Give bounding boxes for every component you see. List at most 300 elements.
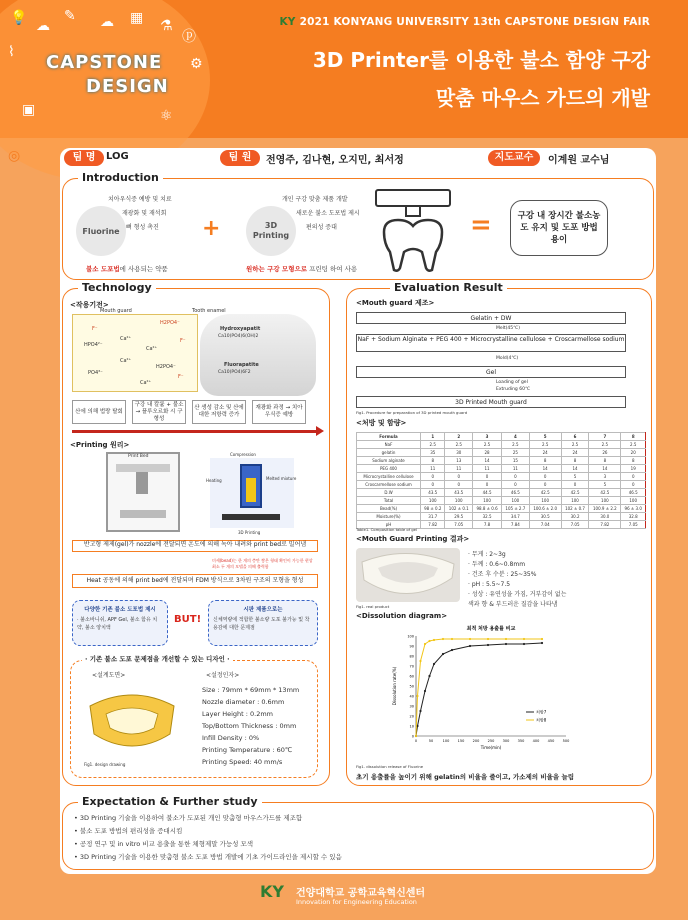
plus-sign: + [202, 216, 221, 241]
heating-label: Heating [206, 478, 222, 483]
formula-cell: 2.5 [502, 441, 530, 449]
formula-cell: 29.5 [445, 513, 473, 521]
formula-cell: 42.5 [561, 489, 589, 497]
formula-cell: 3 [473, 433, 502, 441]
formula-table-row [357, 465, 646, 473]
formula-cell: Croscarmellose sodium [357, 481, 421, 489]
fluorine-note-2: 재광화 및 재석회 [122, 210, 167, 217]
formula-table-row [357, 489, 646, 497]
formula-cell: 7.82 [421, 521, 445, 529]
intro-heading: Introduction [78, 171, 163, 184]
formula-cell: 2.5 [589, 441, 621, 449]
formula-cell: 11 [421, 465, 445, 473]
team-row [60, 148, 656, 168]
formula-cell: 0 [445, 473, 473, 481]
fair-logo: KY [279, 16, 296, 28]
formula-cell: pH [357, 521, 421, 529]
mouth-guard-label: Mouth guard [100, 308, 132, 314]
formula-cell: 7 [589, 433, 621, 441]
formula-cell: 8 [621, 433, 646, 441]
flow-step-1: Gelatin + DW [356, 312, 626, 324]
formula-cell: 14 [473, 457, 502, 465]
fluorine-circle: Fluorine [76, 206, 126, 256]
formula-cell: 5 [529, 433, 561, 441]
formula-cell: 100 [421, 497, 445, 505]
formula-cell: 14 [589, 465, 621, 473]
printing-note-red-2: 최소 두 개의 모델을 의해 출력함 [212, 564, 269, 569]
printing-note-red-1: 미세(bead)는 한 개의 층만 쌓은 형태 확인이 가능한 현상 [212, 558, 313, 563]
formula-cell: 4 [502, 433, 530, 441]
syringe-gel [246, 478, 256, 502]
formula-cell: 44.5 [473, 489, 502, 497]
formula-cell: 7.84 [502, 521, 530, 529]
formula-table-row [357, 457, 646, 465]
formula-cell: 8 [561, 457, 589, 465]
formula-cell: 30.5 [529, 513, 561, 521]
table-caption: Table1. Composition table of gel [356, 527, 418, 532]
series-point [419, 660, 421, 662]
formula-cell: 7.05 [445, 521, 473, 529]
fluorine-note-1: 치아우식증 예방 및 치료 [108, 196, 172, 203]
technology-heading: Technology [78, 281, 156, 294]
formula-table-row [357, 473, 646, 481]
printing-line1: 3D [264, 221, 278, 230]
x-tick-label: 100 [442, 739, 450, 743]
formula-cell: 42.5 [529, 489, 561, 497]
series-point [487, 638, 489, 640]
formula-cell: 102 ± 0.7 [561, 505, 589, 513]
series-point [469, 638, 471, 640]
y-tick-label: 60 [409, 674, 414, 679]
expectation-item-1: • 3D Printing 기술을 이용하여 불소가 도포된 개인 맞춤형 마우스가드를 제조함 [74, 814, 303, 822]
formula-cell: 14 [561, 465, 589, 473]
result-property-1: · 성상 : 유연성을 가짐, 거부감이 없는 [468, 591, 567, 598]
ion-10: F⁻ [178, 374, 184, 380]
formula-cell: 5 [589, 481, 621, 489]
y-tick-label: 10 [409, 724, 414, 729]
formula-table-row [357, 441, 646, 449]
ion-3: HPO4²⁻ [84, 342, 103, 348]
formula-cell: 24 [561, 449, 589, 457]
series-point [451, 638, 453, 640]
flow-step-2: NaF + Sodium Alginate + PEG 400 + Microcrystalline cellulose + Croscarmellose sodium [356, 334, 626, 352]
ion-2: H2PO4⁻ [160, 320, 180, 326]
formula-cell: 0 [561, 481, 589, 489]
printer-rail [116, 464, 170, 472]
footer-center-name: 건양대학교 공학교육혁신센터 [296, 888, 426, 899]
prep-title: <Mouth guard 제조> [356, 299, 435, 307]
coin-icon: ⓟ [182, 29, 196, 45]
tech-step-4: 재광화 과정 → 치아우식증 예방 [252, 400, 306, 424]
formula-title: <처방 및 함량> [356, 419, 407, 427]
ion-5: F⁻ [180, 338, 186, 344]
formula-cell: 0 [621, 473, 646, 481]
result-moisture: · 건조 후 수분 : 25~35% [468, 571, 537, 578]
formula-cell: 6 [561, 433, 589, 441]
formula-cell: PEG 400 [357, 465, 421, 473]
formula-cell: 24 [529, 449, 561, 457]
result-ph: · pH : 5.5~7.5 [468, 581, 511, 588]
printing-caption [246, 264, 357, 273]
formula-cell: 43.5 [445, 489, 473, 497]
formula-table [356, 432, 646, 529]
printing-circle [246, 206, 296, 256]
formula-cell: Moisture(%) [357, 513, 421, 521]
flow-mold: Mold(4℃) [496, 356, 519, 361]
intro-result-box: 구강 내 장시간 불소농도 유지 및 도포 방법 용이 [510, 200, 608, 256]
result-list [468, 550, 566, 610]
expectation-item-3-text: 공정 연구 및 in vitro 비교 용출을 통한 체형제말 가능성 모색 [79, 840, 254, 848]
formula-cell: 20 [621, 449, 646, 457]
series-point [415, 735, 417, 737]
formula-cell: 11 [473, 465, 502, 473]
formula-cell: 102 ± 0.1 [445, 505, 473, 513]
advisor-label: 지도교수 [488, 150, 540, 166]
printing-title: <Printing 원리> [70, 441, 130, 449]
series-point [451, 649, 453, 651]
expectation-item-4-text: 3D Printing 기술을 이용한 맞춤형 불소 도포 방법 개발에 기초 가이드라인을 제시할 수 있음 [79, 853, 342, 861]
expectation-item-3: • 공정 연구 및 in vitro 비교 용출을 통한 체형제말 가능성 모색 [74, 840, 254, 848]
wifi-icon: ⌇ [8, 44, 15, 60]
formula-cell: 100 [502, 497, 530, 505]
result-thickness: · 두께 : 0.6~0.8mm [468, 561, 526, 568]
footer-subtitle: Innovation for Engineering Education [296, 898, 417, 906]
series-point [424, 690, 426, 692]
flow-loading: Loading of gel [496, 380, 528, 385]
formula-table-row [357, 513, 646, 521]
pen-icon: ✎ [64, 8, 76, 24]
flow-melt: Melt(45℃) [496, 326, 520, 331]
formula-cell: Microcrystalline cellulose [357, 473, 421, 481]
fluoro-label: Fluorapatite [224, 362, 259, 368]
series-point [541, 638, 543, 640]
formula-cell: 8 [589, 457, 621, 465]
ion-6: Ca²⁺ [146, 346, 158, 352]
formula-cell: 0 [421, 473, 445, 481]
legend-label: 처방7 [536, 709, 547, 715]
formula-cell: 0 [621, 481, 646, 489]
gear-icon: ⚙ [190, 56, 203, 72]
y-tick-label: 0 [411, 734, 414, 739]
action-title: <작용기전> [70, 301, 109, 309]
series-line-2 [416, 639, 542, 736]
printer-bed [120, 510, 166, 518]
tech-step-2: 구강 내 칼륨 + 불소 → 플루오르화 시 구 형성 [132, 400, 186, 424]
formula-table-row [357, 505, 646, 513]
atom-icon: ⚛ [160, 108, 173, 124]
ion-1: F⁻ [92, 326, 98, 332]
formula-cell: 35 [421, 449, 445, 457]
title-line1: 3D Printer를 이용한 불소 함양 구강 [312, 48, 650, 72]
equals-sign: = [470, 210, 492, 240]
expectation-heading: Expectation & Further study [78, 795, 262, 808]
formula-cell: 11 [445, 465, 473, 473]
cloud-icon: ☁ [36, 18, 50, 34]
series-point [442, 638, 444, 640]
tech-step-3: 산 생성 감소 및 산에 대한 저항력 증가 [192, 400, 246, 424]
series-line-1 [416, 643, 542, 736]
x-tick-label: 0 [414, 739, 418, 743]
compare-left [72, 600, 168, 646]
y-tick-label: 30 [409, 704, 414, 709]
formula-cell: 100 [445, 497, 473, 505]
compare-right [208, 600, 318, 646]
compare-left-body: · 불소바니쉬, APF Gel, 불소 함유 치약, 불소 양치액 [77, 617, 158, 631]
formula-cell: 0 [502, 481, 530, 489]
arrow-head [316, 426, 324, 436]
formula-cell: 98 ± 0.2 [421, 505, 445, 513]
footer-logo: KY [260, 882, 284, 901]
y-tick-label: 100 [407, 634, 414, 639]
fair-title [279, 16, 650, 28]
formula-cell: 31.7 [421, 513, 445, 521]
formula-cell: 2.5 [473, 441, 502, 449]
photo-caption: Fig1. real product [356, 604, 390, 609]
design-right-title: <설정인자> [206, 672, 240, 679]
result-weight: · 무게 : 2~3g [468, 551, 506, 558]
x-tick-label: 150 [457, 739, 465, 743]
expectation-item-1-text: 3D Printing 기술을 이용하여 불소가 도포된 개인 맞춤형 마우스가드를 제조함 [79, 814, 303, 822]
series-point [433, 663, 435, 665]
formula-cell: 100.6 ± 2.0 [529, 505, 561, 513]
formula-cell: 2.5 [621, 441, 646, 449]
formula-cell: 100 [589, 497, 621, 505]
product-photo-shape [356, 548, 460, 602]
formula-cell: 7.82 [589, 521, 621, 529]
formula-cell: Bead(%) [357, 505, 421, 513]
x-axis-label: Time(min) [480, 745, 502, 750]
y-tick-label: 40 [409, 694, 414, 699]
x-tick-label: 50 [428, 739, 434, 743]
formula-cell: 32.5 [473, 513, 502, 521]
series-point [433, 639, 435, 641]
formula-cell: 100 [473, 497, 502, 505]
formula-cell: Formula [357, 433, 421, 441]
ion-4: Ca²⁺ [120, 336, 132, 342]
spec-list [202, 684, 299, 768]
formula-cell: 7.05 [621, 521, 646, 529]
x-tick-label: 300 [502, 739, 510, 743]
formula-cell: 3 [589, 473, 621, 481]
mouthguard-drawing [82, 688, 182, 758]
formula-cell: 2.5 [561, 441, 589, 449]
formula-cell: 26 [589, 449, 621, 457]
fluorine-caption [86, 264, 168, 273]
formula-cell: 42.5 [589, 489, 621, 497]
evaluation-heading: Evaluation Result [390, 281, 507, 294]
melted-label: Melted mixture [266, 476, 297, 481]
formula-cell: 11 [502, 465, 530, 473]
syringe-base [222, 514, 280, 520]
spec-nozzle: Nozzle diameter : 0.6mm [202, 698, 285, 706]
conclusion-text: 초기 용출률을 높이기 위해 gelatin의 비율을 줄이고, 가소제의 비율을 늘림 [356, 773, 575, 781]
hydroxy-formula: Ca10(PO4)6(OH)2 [218, 334, 259, 339]
process-arrow [72, 430, 318, 433]
y-tick-label: 90 [409, 644, 414, 649]
member-label: 팀 원 [220, 150, 260, 166]
fair-text: 2021 KONYANG UNIVERSITY 13th CAPSTONE DESIGN FAIR [299, 16, 650, 28]
logo-line2: DESIGN [86, 76, 169, 97]
x-tick-label: 200 [472, 739, 480, 743]
result-title: <Mouth Guard Printing 결과> [356, 535, 470, 543]
formula-cell: 34.7 [502, 513, 530, 521]
design-title: · 기존 불소 도포 문제점을 개선할 수 있는 디자인 · [82, 654, 233, 663]
spec-size: Size : 79mm * 69mm * 13mm [202, 686, 300, 694]
formula-cell: 2.5 [529, 441, 561, 449]
ion-11: Ca²⁺ [140, 380, 152, 386]
product-photo [356, 548, 460, 602]
fluorine-caption-text: 에 사용되는 약품 [119, 265, 168, 273]
team-members: 전영주, 김나현, 오지민, 최서정 [266, 155, 404, 166]
formula-cell: gelatin [357, 449, 421, 457]
formula-cell: 100 [529, 497, 561, 505]
flow-step-3: Gel [356, 366, 626, 378]
formula-table-header [357, 433, 646, 441]
team-name: LOG [106, 151, 129, 162]
enamel-label: Tooth enamel [192, 308, 226, 314]
formula-cell: Sodium alginate [357, 457, 421, 465]
formula-table-row [357, 481, 646, 489]
formula-cell: 0 [529, 481, 561, 489]
result-property-2: 색과 향 & 부드러운 질감을 나타냄 [468, 601, 558, 608]
dissolution-chart [390, 622, 600, 766]
printing-caption-red: 원하는 구강 모형으로 [246, 265, 308, 273]
film-icon: ▦ [130, 10, 144, 26]
formula-table-row [357, 497, 646, 505]
formula-cell: 0 [502, 473, 530, 481]
formula-cell: 13 [445, 457, 473, 465]
series-point [419, 710, 421, 712]
signal-icon: ◎ [8, 148, 21, 164]
fluoro-formula: Ca10(PO4)6F2 [218, 370, 251, 375]
advisor-name: 이계원 교수님 [548, 155, 610, 166]
hydroxy-label: Hydroxyapatit [220, 326, 261, 332]
formula-cell: 0 [529, 473, 561, 481]
printer-tooth-icon [368, 188, 458, 274]
x-tick-label: 400 [532, 739, 540, 743]
team-label: 팀 명 [64, 150, 104, 166]
formula-cell: Total [357, 497, 421, 505]
x-tick-label: 350 [517, 739, 525, 743]
printing-note-2: 새로운 불소 도포법 제시 [296, 210, 360, 217]
formula-cell: 100 [561, 497, 589, 505]
printing-note-3: 편의성 증대 [306, 224, 337, 231]
tech-step-1: 산에 의해 법랑 탈회 [72, 400, 126, 424]
ion-9: H2PO4⁻ [156, 364, 176, 370]
but-label: BUT! [174, 614, 202, 625]
folder-icon: ▣ [22, 102, 36, 118]
y-tick-label: 50 [409, 684, 414, 689]
formula-cell: 46.5 [621, 489, 646, 497]
expectation-item-2: • 불소 도포 방법의 편리성을 증대시킴 [74, 827, 183, 835]
formula-cell: 2.5 [421, 441, 445, 449]
flow-caption: Fig1. Procedure for preparation of 3D printed mouth guard [356, 410, 468, 415]
series-point [487, 644, 489, 646]
formula-cell: 5 [561, 473, 589, 481]
poster-footer [0, 876, 688, 920]
fluorine-note-3: 뼈 형성 촉진 [126, 224, 159, 231]
ion-8: Ca²⁺ [120, 358, 132, 364]
compare-left-title: 다양한 기존 불소 도포법 제시 [84, 607, 156, 613]
printing-desc-2: Heat 공동에 의해 print bed에 전달되며 FDM 방식으로 3차원 구조의 모형을 형성 [72, 574, 318, 588]
formula-cell: 28 [473, 449, 502, 457]
formula-cell: 100 [621, 497, 646, 505]
formula-cell: 7.8 [473, 521, 502, 529]
dissolution-title: <Dissolution diagram> [356, 612, 448, 620]
formula-cell: 0 [473, 473, 502, 481]
design-fig-caption: Fig1. design drawing [84, 762, 126, 767]
formula-cell: 2 [445, 433, 473, 441]
printing-desc-1: 반고형 제제(gel)가 nozzle에 전달되면 온도에 의해 녹아 내려와 print bed로 밀어냄 [72, 540, 318, 552]
printer-image [106, 452, 180, 532]
spec-infill: Infill Density : 0% [202, 734, 260, 742]
series-point [416, 695, 418, 697]
formula-cell: 7.05 [561, 521, 589, 529]
expectation-item-2-text: 불소 도포 방법의 편리성을 증대시킴 [79, 827, 183, 835]
series-point [505, 638, 507, 640]
series-point [505, 643, 507, 645]
formula-cell: 30 [445, 449, 473, 457]
formula-cell: 1 [421, 433, 445, 441]
formula-cell: 0 [473, 481, 502, 489]
formula-cell: NaF [357, 441, 421, 449]
series-point [424, 643, 426, 645]
print-bed-label: Print Bed [128, 454, 149, 459]
compression-label: Compression [230, 452, 256, 457]
formula-cell: 0 [445, 481, 473, 489]
formula-cell: D.W [357, 489, 421, 497]
formula-cell: 32.8 [621, 513, 646, 521]
flow-step-4: 3D Printed Mouth guard [356, 396, 626, 408]
fluorine-caption-red: 불소 도포법 [86, 265, 120, 273]
series-point [541, 642, 543, 644]
expectation-item-4: • 3D Printing 기술을 이용한 맞춤형 불소 도포 방법 개발에 기초 가이드라인을 제시할 수 있음 [74, 853, 342, 861]
series-point [523, 638, 525, 640]
formula-cell: 0 [421, 481, 445, 489]
formula-cell: 105 ± 2.7 [502, 505, 530, 513]
spec-layer: Layer Height : 0.2mm [202, 710, 273, 718]
spec-temperature: Printing Temperature : 60℃ [202, 746, 293, 754]
logo-line1: CAPSTONE [46, 52, 163, 73]
bottom-label: 3D Printing [238, 530, 261, 535]
formula-cell: 15 [502, 457, 530, 465]
series-point [523, 643, 525, 645]
printer-head [136, 472, 148, 494]
spec-thickness: Top/Bottom Thickness : 0mm [202, 722, 297, 730]
formula-cell: 30.2 [561, 513, 589, 521]
x-tick-label: 250 [487, 739, 495, 743]
series-point [428, 675, 430, 677]
compare-right-title: 시판 제품으로는 [243, 607, 283, 613]
main-panel [60, 148, 656, 874]
chart-title: 최적 처방 용출률 비교 [466, 626, 516, 632]
formula-cell: 8 [529, 457, 561, 465]
formula-table-row [357, 449, 646, 457]
formula-cell: 8 [421, 457, 445, 465]
ion-7: PO4³⁻ [88, 370, 103, 376]
y-tick-label: 70 [409, 664, 414, 669]
printing-line2: Printing [252, 231, 290, 240]
compare-right-body: 신체역량에 적합한 불소량 도포 불가능 및 착용감에 대한 문제점 [213, 617, 310, 631]
formula-cell: 8 [621, 457, 646, 465]
formula-cell: 25 [502, 449, 530, 457]
formula-cell: 96 ± 3.0 [621, 505, 646, 513]
formula-cell: 14 [529, 465, 561, 473]
bulb-icon: 💡 [10, 10, 28, 26]
y-tick-label: 20 [409, 714, 414, 719]
formula-cell: 46.5 [502, 489, 530, 497]
design-left-title: <설계도면> [92, 672, 126, 679]
